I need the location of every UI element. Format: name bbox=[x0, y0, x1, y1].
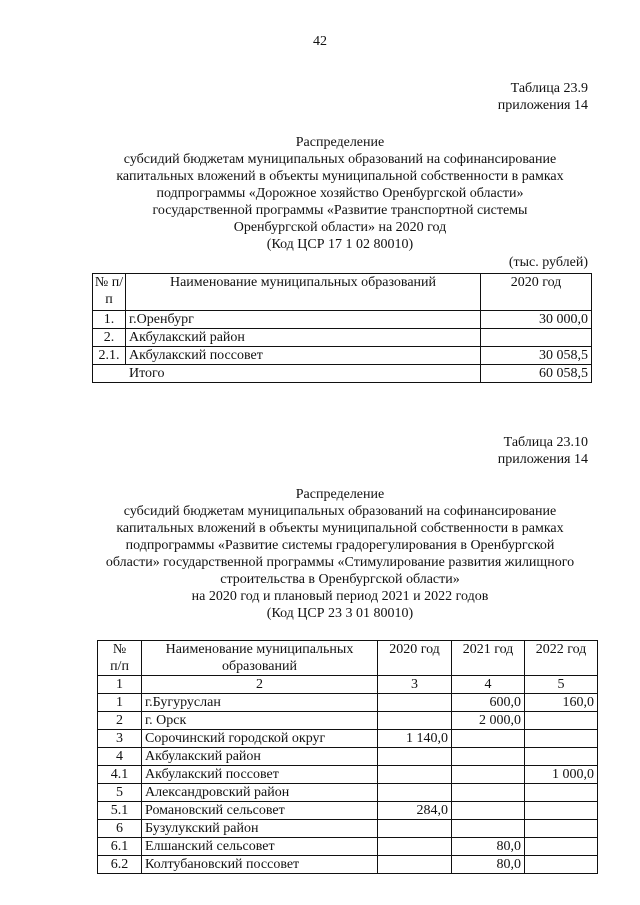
row-value-2021 bbox=[452, 802, 525, 820]
table2-body bbox=[98, 694, 598, 874]
table-row bbox=[98, 784, 598, 802]
table-row bbox=[98, 730, 598, 748]
header-num: № п/п bbox=[93, 274, 126, 311]
table2-heading bbox=[60, 486, 620, 622]
row-num: 2.1. bbox=[93, 347, 126, 365]
row-value-2021 bbox=[452, 730, 525, 748]
row-name: г. Орск bbox=[142, 712, 378, 730]
header-2022: 2022 год bbox=[525, 641, 598, 676]
table-row bbox=[98, 748, 598, 766]
table-row bbox=[98, 802, 598, 820]
table-row bbox=[98, 838, 598, 856]
row-value-2022: 160,0 bbox=[525, 694, 598, 712]
table-row bbox=[93, 311, 592, 329]
row-name: г.Оренбург bbox=[126, 311, 481, 329]
row-value-2020: 30 058,5 bbox=[481, 347, 592, 365]
row-value-2021 bbox=[452, 820, 525, 838]
row-value-2022 bbox=[525, 730, 598, 748]
table-row bbox=[98, 766, 598, 784]
index-cell: 5 bbox=[525, 676, 598, 694]
row-value-2020 bbox=[378, 694, 452, 712]
table2-header-row bbox=[98, 641, 598, 676]
row-value-2020 bbox=[378, 784, 452, 802]
row-value-2021 bbox=[452, 748, 525, 766]
table2-heading-line: Распределение bbox=[295, 487, 385, 502]
row-num: 1. bbox=[93, 311, 126, 329]
row-value-2021: 80,0 bbox=[452, 838, 525, 856]
table2-ref-line1: Таблица 23.10 bbox=[503, 435, 588, 450]
table2-ref-line2: приложения 14 bbox=[497, 452, 588, 467]
row-value-2022: 1 000,0 bbox=[525, 766, 598, 784]
row-name: Акбулакский поссовет bbox=[126, 347, 481, 365]
row-value-2020 bbox=[378, 856, 452, 874]
units-label: (тыс. рублей) bbox=[508, 255, 588, 270]
table2-heading-line: субсидий бюджетам муниципальных образований на софинансирование bbox=[123, 504, 557, 519]
row-value-2022 bbox=[525, 712, 598, 730]
header-name: Наименование муниципальных образований bbox=[126, 274, 481, 311]
row-num: 4.1 bbox=[98, 766, 142, 784]
row-num: 6.1 bbox=[98, 838, 142, 856]
table1-reference bbox=[498, 80, 588, 114]
table1-heading-line: субсидий бюджетам муниципальных образований на софинансирование bbox=[123, 152, 557, 167]
row-value-2020: 1 140,0 bbox=[378, 730, 452, 748]
row-num: 6 bbox=[98, 820, 142, 838]
row-value-2020: 30 000,0 bbox=[481, 311, 592, 329]
row-name: Акбулакский поссовет bbox=[142, 766, 378, 784]
table1-ref-line1: Таблица 23.9 bbox=[510, 81, 588, 96]
row-num: 4 bbox=[98, 748, 142, 766]
table1-ref-line2: приложения 14 bbox=[497, 98, 588, 113]
header-name-line2: образований bbox=[222, 659, 297, 674]
row-value-2020 bbox=[378, 766, 452, 784]
row-value-2021 bbox=[452, 766, 525, 784]
table-row bbox=[98, 856, 598, 874]
total-value-2020: 60 058,5 bbox=[481, 365, 592, 383]
table2-heading-line: строительства в Оренбургской области» bbox=[220, 572, 460, 587]
row-name: г.Бугуруслан bbox=[142, 694, 378, 712]
table2-heading-line: капитальных вложений в объекты муниципальной собственности в рамках bbox=[116, 521, 564, 536]
header-num-line1: № bbox=[112, 642, 127, 657]
row-value-2021: 600,0 bbox=[452, 694, 525, 712]
table2 bbox=[97, 640, 598, 874]
row-value-2022 bbox=[525, 820, 598, 838]
header-name-line1: Наименование муниципальных bbox=[165, 642, 354, 657]
row-name: Бузулукский район bbox=[142, 820, 378, 838]
row-value-2021: 80,0 bbox=[452, 856, 525, 874]
table1-heading-line: Распределение bbox=[295, 135, 385, 150]
row-num: 1 bbox=[98, 694, 142, 712]
row-value-2022 bbox=[525, 856, 598, 874]
row-name: Романовский сельсовет bbox=[142, 802, 378, 820]
table1 bbox=[92, 273, 592, 383]
table2-heading-line: на 2020 год и плановый период 2021 и 2022 годов bbox=[191, 589, 489, 604]
row-name: Акбулакский район bbox=[126, 329, 481, 347]
table1-heading-line: подпрограммы «Дорожное хозяйство Оренбургской области» bbox=[156, 186, 524, 201]
row-value-2022 bbox=[525, 838, 598, 856]
row-name: Акбулакский район bbox=[142, 748, 378, 766]
header-num-line2: п/п bbox=[110, 659, 129, 674]
table1-heading-line: Оренбургской области» на 2020 год bbox=[233, 220, 447, 235]
row-num: 2. bbox=[93, 329, 126, 347]
header-num bbox=[98, 641, 142, 676]
header-name bbox=[142, 641, 378, 676]
total-label: Итого bbox=[93, 365, 481, 383]
page-number: 42 bbox=[313, 34, 327, 49]
table-row bbox=[93, 329, 592, 347]
table1-heading bbox=[60, 134, 620, 253]
table2-heading-line: (Код ЦСР 23 3 01 80010) bbox=[266, 606, 414, 621]
row-value-2020 bbox=[378, 712, 452, 730]
table1-header-row bbox=[93, 274, 592, 311]
index-cell: 2 bbox=[142, 676, 378, 694]
table1-heading-line: капитальных вложений в объекты муниципальной собственности в рамках bbox=[116, 169, 564, 184]
row-value-2022 bbox=[525, 748, 598, 766]
table-row bbox=[98, 694, 598, 712]
table2-reference bbox=[498, 434, 588, 468]
row-value-2020 bbox=[378, 820, 452, 838]
row-value-2020 bbox=[378, 838, 452, 856]
header-2020: 2020 год bbox=[378, 641, 452, 676]
row-name: Александровский район bbox=[142, 784, 378, 802]
row-value-2020 bbox=[481, 329, 592, 347]
row-value-2020: 284,0 bbox=[378, 802, 452, 820]
row-name: Елшанский сельсовет bbox=[142, 838, 378, 856]
table2-heading-line: подпрограммы «Развитие системы градорегулирования в Оренбургской bbox=[125, 538, 555, 553]
table1-heading-line: государственной программы «Развитие транспортной системы bbox=[152, 203, 528, 218]
table1-total-row bbox=[93, 365, 592, 383]
table2-index-row bbox=[98, 676, 598, 694]
header-2020: 2020 год bbox=[481, 274, 592, 311]
table-row bbox=[93, 347, 592, 365]
header-2021: 2021 год bbox=[452, 641, 525, 676]
index-cell: 4 bbox=[452, 676, 525, 694]
row-name: Сорочинский городской округ bbox=[142, 730, 378, 748]
row-num: 6.2 bbox=[98, 856, 142, 874]
row-value-2022 bbox=[525, 802, 598, 820]
table1-heading-line: (Код ЦСР 17 1 02 80010) bbox=[266, 237, 414, 252]
row-value-2021: 2 000,0 bbox=[452, 712, 525, 730]
row-value-2022 bbox=[525, 784, 598, 802]
row-value-2021 bbox=[452, 784, 525, 802]
row-value-2020 bbox=[378, 748, 452, 766]
row-num: 5.1 bbox=[98, 802, 142, 820]
row-name: Колтубановский поссовет bbox=[142, 856, 378, 874]
index-cell: 1 bbox=[98, 676, 142, 694]
table-row bbox=[98, 712, 598, 730]
index-cell: 3 bbox=[378, 676, 452, 694]
row-num: 3 bbox=[98, 730, 142, 748]
table-row bbox=[98, 820, 598, 838]
table2-heading-line: области» государственной программы «Стимулирование развития жилищного bbox=[105, 555, 575, 570]
row-num: 5 bbox=[98, 784, 142, 802]
row-num: 2 bbox=[98, 712, 142, 730]
